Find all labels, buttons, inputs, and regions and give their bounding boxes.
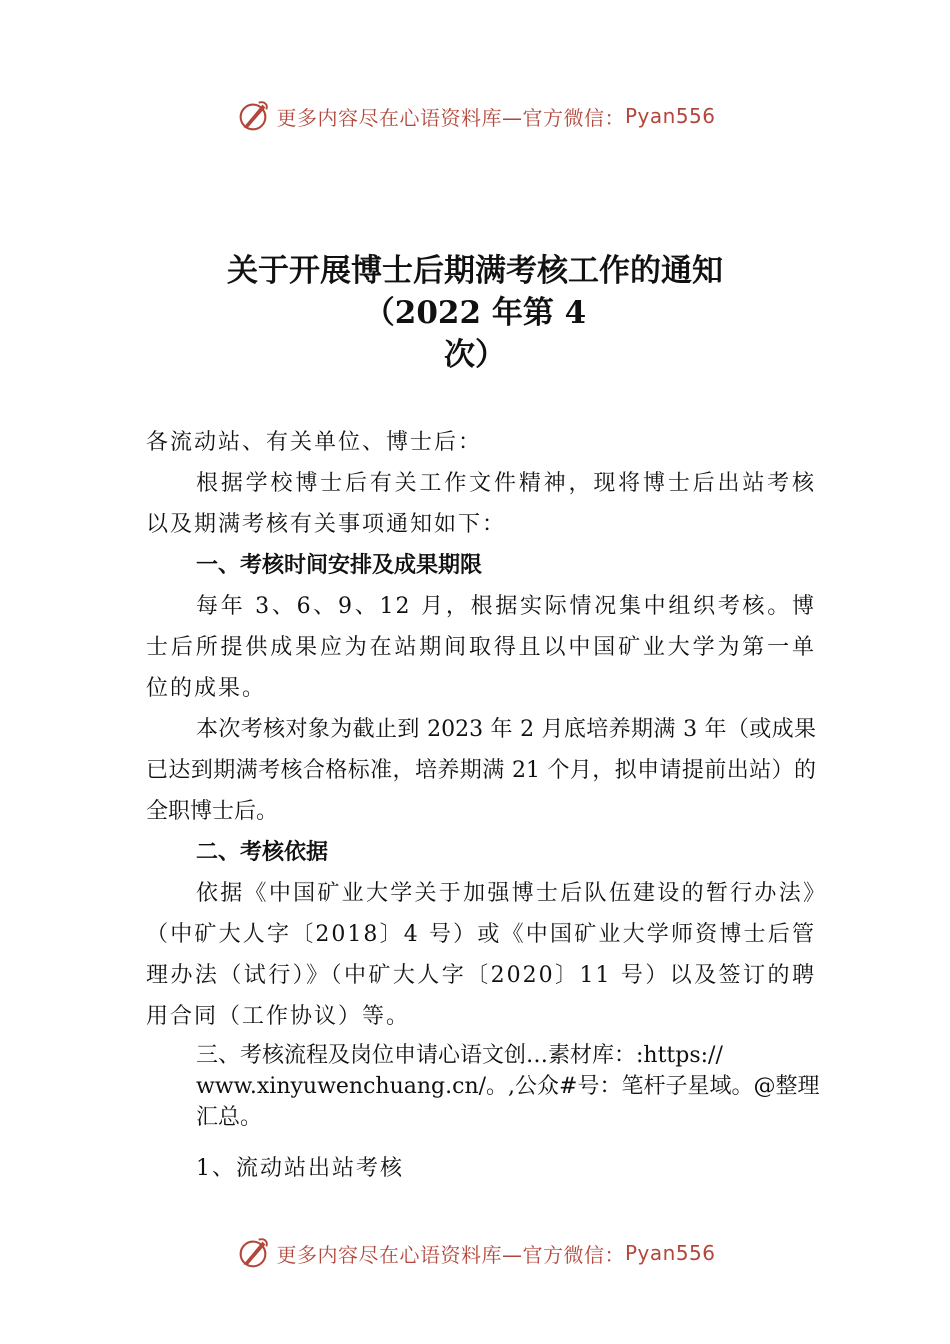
title-line-1: 关于开展博士后期满考核工作的通知 [227,253,723,289]
footer-banner [0,1233,950,1273]
banner-wechat-handle: Pyan556 [624,1241,716,1265]
item-1: 1、流动站出站考核 [196,1156,404,1181]
salutation: 各流动站、有关单位、博士后： [146,430,483,455]
section-1-paragraph-2: 本次考核对象为截止到 2023 年 2 月底培养期满 3 年（或成果已达到期满考核合格标准，培养期满 21 个月，拟申请提前出站）的全职博士后。 [146,717,816,824]
banner-wechat-handle: Pyan556 [624,104,716,128]
section-1-heading: 一、考核时间安排及成果期限 [196,553,483,578]
banner-text: 更多内容尽在心语资料库—官方微信： [276,105,625,130]
document-title [0,250,950,376]
header-banner [0,96,950,136]
section-2-paragraph-1: 依据《中国矿业大学关于加强博士后队伍建设的暂行办法》（中矿大人字〔2018〕4 号）或《中国矿业大学师资博士后管理办法（试行）》（中矿大人字〔2020〕11 号）以及签订的聘用合同（工作协议）等。 [146,881,816,1029]
quill-logo-icon [234,1234,272,1272]
quill-logo-icon [234,97,272,135]
section-2-heading: 二、考核依据 [196,840,329,865]
intro-paragraph: 根据学校博士后有关工作文件精神，现将博士后出站考核以及期满考核有关事项通知如下： [146,471,816,537]
banner-text: 更多内容尽在心语资料库—官方微信： [276,1242,625,1267]
title-line-3: 次） [444,337,506,373]
section-3-line-1: 三、考核流程及岗位申请心语文创…素材库：:https:// [196,1043,723,1068]
title-line-2: （2022 年第 4 [363,295,587,331]
section-3-line-2: www.xinyuwenchuang.cn/。,公众#号：笔杆子星域。@整理 [196,1074,820,1099]
section-3-line-3: 汇总。 [196,1105,263,1130]
document-body [146,422,816,1037]
section-3-block [196,1040,836,1133]
section-1-paragraph-1: 每年 3、6、9、12 月，根据实际情况集中组织考核。博士后所提供成果应为在站期间取得且以中国矿业大学为第一单位的成果。 [146,594,816,701]
